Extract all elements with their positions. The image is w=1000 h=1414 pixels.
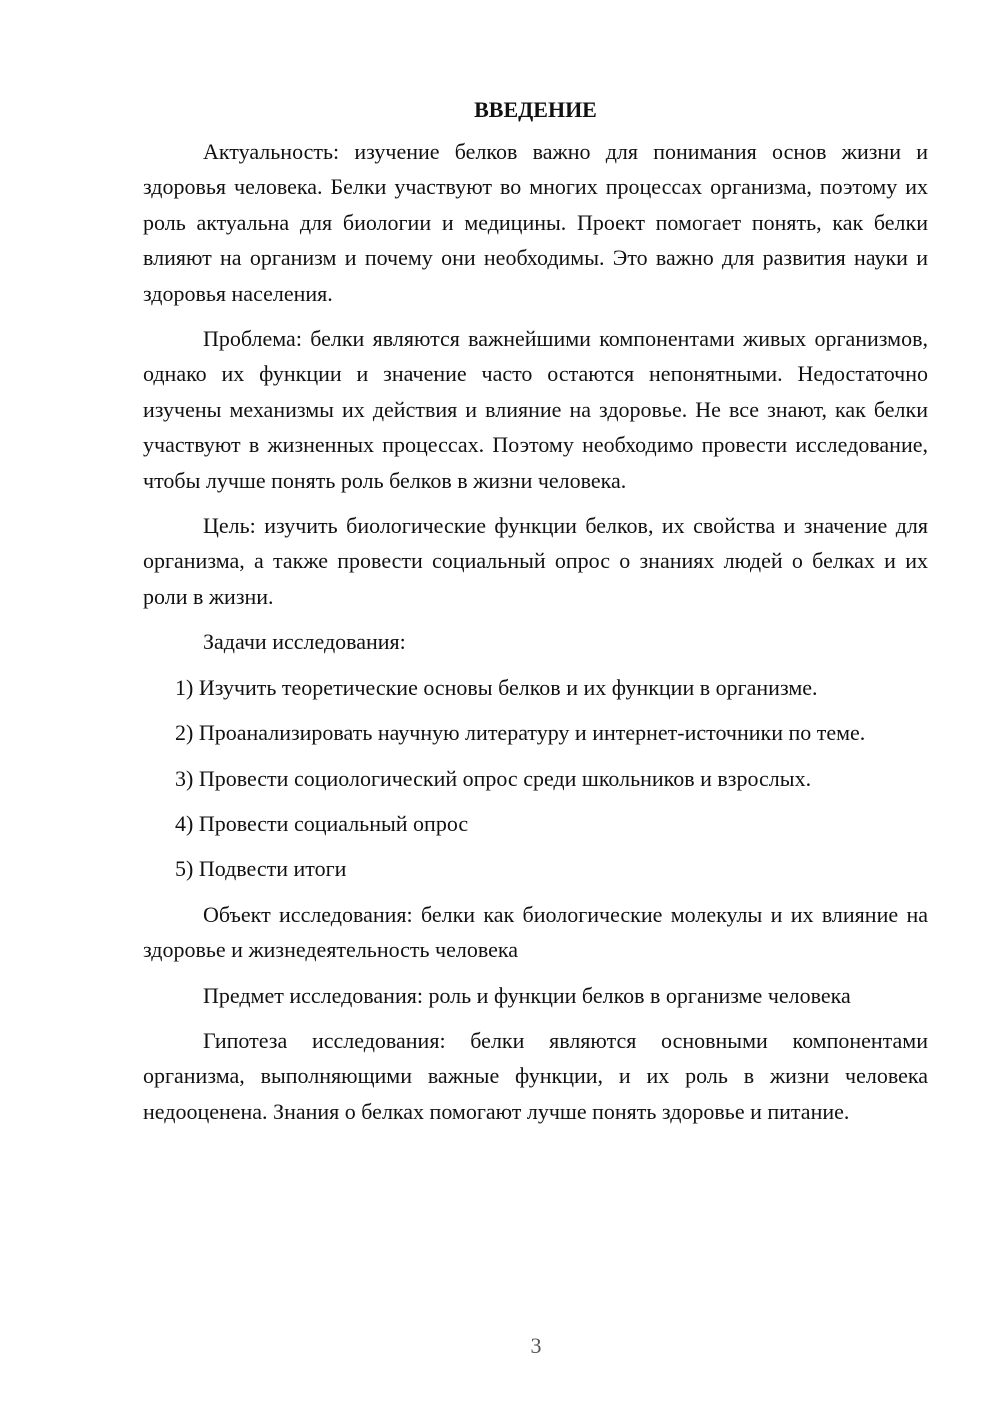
- paragraph-problem: Проблема: белки являются важнейшими компонентами живых организмов, однако их функции и значение часто остаются непонятными. Недостаточно изучены механизмы их действия и влияние на здоровье. Не все знают, как белки участвуют в жизненных процессах. Поэтому необходимо провести исследование, чтобы лучше понять роль белков в жизни человека.: [143, 326, 928, 493]
- section-title: ВВЕДЕНИЕ: [474, 97, 597, 122]
- task-item-3: 3) Провести социологический опрос среди школьников и взрослых.: [175, 765, 812, 791]
- task-item-5: 5) Подвести итоги: [175, 856, 347, 882]
- paragraph-tasks-heading: Задачи исследования:: [203, 629, 406, 655]
- page-number: 3: [530, 1333, 542, 1358]
- paragraph-goal: Цель: изучить биологические функции белков, их свойства и значение для организма, а также провести социальный опрос о знаниях людей о белках и их роли в жизни.: [143, 513, 928, 609]
- task-item-2: 2) Проанализировать научную литературу и интернет-источники по теме.: [175, 720, 866, 746]
- task-item-4: 4) Провести социальный опрос: [175, 810, 469, 836]
- paragraph-hypothesis: Гипотеза исследования: белки являются основными компонентами организма, выполняющими важные функции, и их роль в жизни человека недооценена. Знания о белках помогают лучше понять здоровье и питание.: [143, 1027, 928, 1124]
- paragraph-relevance: Актуальность: изучение белков важно для понимания основ жизни и здоровья человека. Белки участвуют во многих процессах организма, поэтому их роль актуальна для биологии и медицины. Проект помогает понять, как белки влияют на организм и почему они необходимы. Это важно для развития науки и здоровья населения.: [143, 139, 928, 306]
- task-item-1: 1) Изучить теоретические основы белков и их функции в организме.: [175, 674, 818, 700]
- paragraph-subject: Предмет исследования: роль и функции белков в организме человека: [203, 982, 851, 1008]
- paragraph-object: Объект исследования: белки как биологические молекулы и их влияние на здоровье и жизнедеятельность человека: [143, 901, 928, 963]
- page-content: [143, 92, 928, 1139]
